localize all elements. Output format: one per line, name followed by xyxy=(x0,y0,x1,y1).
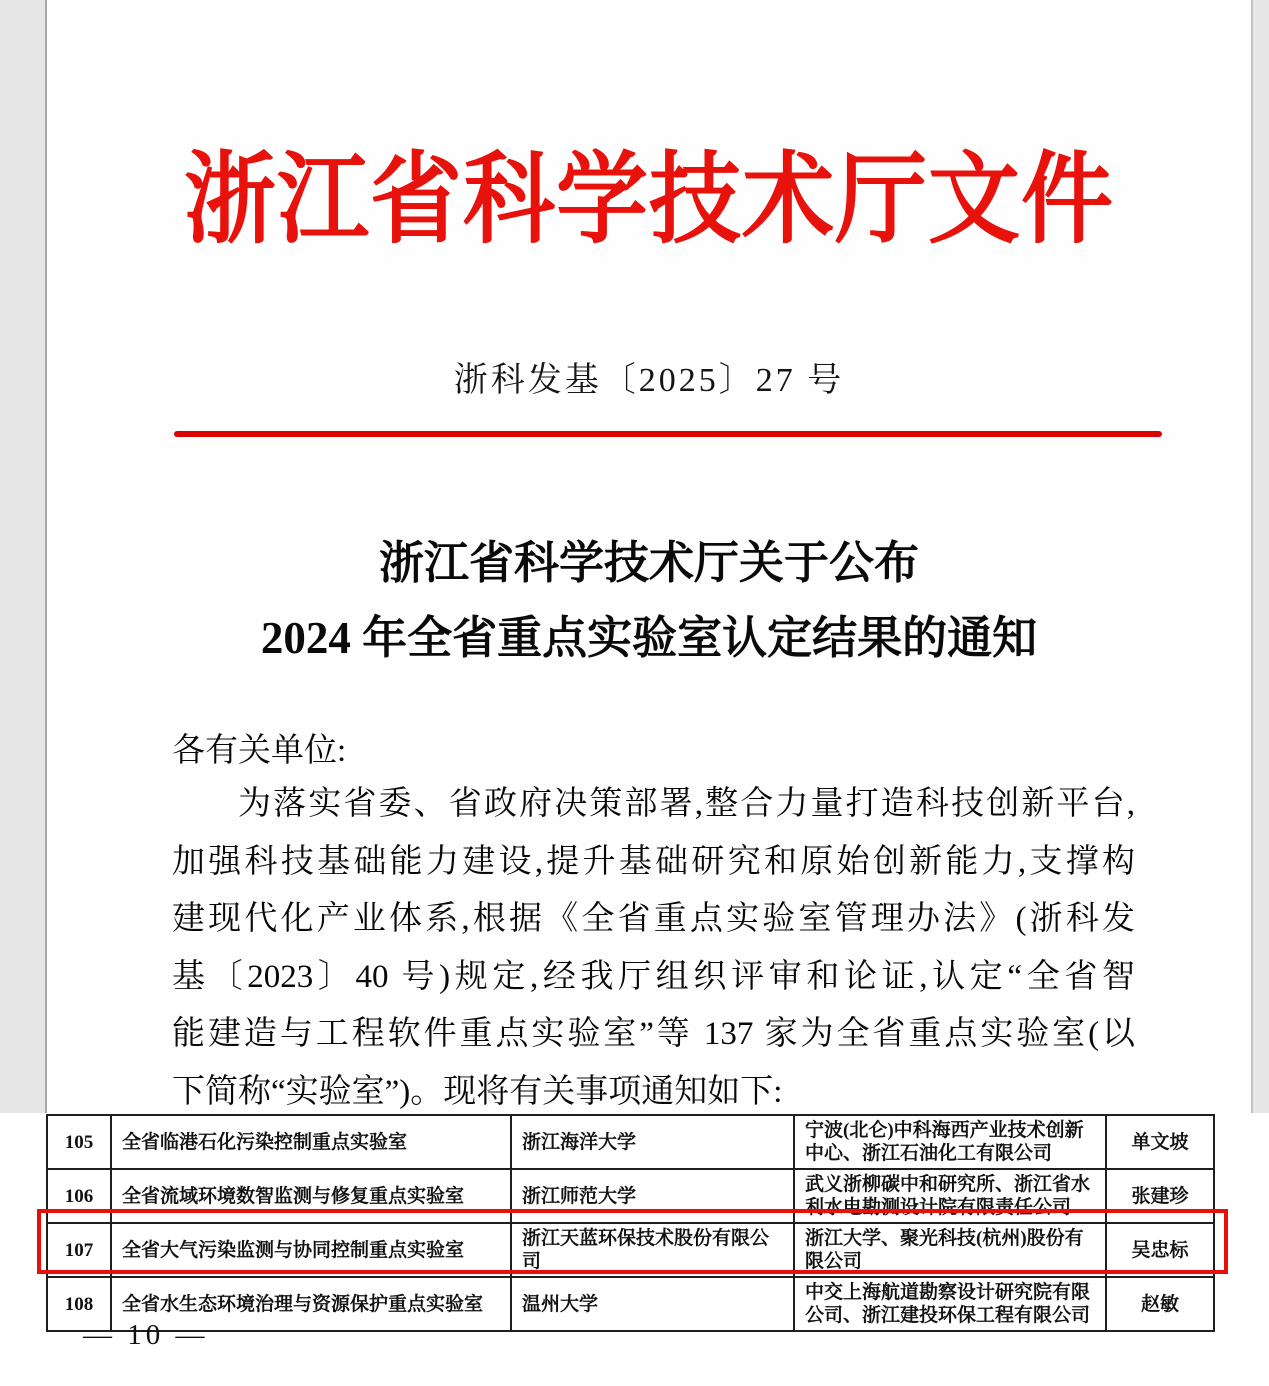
body-line: 为落实省委、省政府决策部署,整合力量打造科技创新平台, xyxy=(238,786,1135,822)
institution-cell: 浙江天蓝环保技术股份有限公司 xyxy=(511,1223,794,1277)
lab-name-cell: 全省水生态环境治理与资源保护重点实验室 xyxy=(111,1277,511,1331)
lab-name-cell: 全省流域环境数智监测与修复重点实验室 xyxy=(111,1169,511,1223)
table-row xyxy=(47,1115,1214,1169)
row-number: 105 xyxy=(47,1115,111,1169)
labs-table xyxy=(46,1114,1215,1332)
document-header-title: 浙江省科学技术厅文件 xyxy=(183,144,1114,256)
partners-cell: 中交上海航道勘察设计研究院有限公司、浙江建投环保工程有限公司 xyxy=(794,1277,1106,1331)
body-paragraph xyxy=(172,776,1135,1121)
table-row xyxy=(47,1169,1214,1223)
scan-table-area xyxy=(0,1113,1269,1386)
document-number: 浙科发基〔2025〕27 号 xyxy=(453,362,845,399)
institution-cell: 温州大学 xyxy=(511,1277,794,1331)
institution-cell: 浙江海洋大学 xyxy=(511,1115,794,1169)
lab-name-cell: 全省大气污染监测与协同控制重点实验室 xyxy=(111,1223,511,1277)
table-row xyxy=(47,1277,1214,1331)
leader-cell: 赵敏 xyxy=(1106,1277,1214,1331)
row-number: 107 xyxy=(47,1223,111,1277)
body-line: 基〔2023〕40 号)规定,经我厅组织评审和论证,认定“全省智 xyxy=(172,958,1135,995)
labs-table-body xyxy=(47,1115,1214,1331)
labs-table-wrap xyxy=(46,1114,1215,1332)
red-divider-rule xyxy=(174,431,1162,437)
partners-cell: 宁波(北仑)中科海西产业技术创新中心、浙江石油化工有限公司 xyxy=(794,1115,1106,1169)
document-page xyxy=(45,0,1253,1113)
table-row-highlighted xyxy=(47,1223,1214,1277)
leader-cell: 吴忠标 xyxy=(1106,1223,1214,1277)
notice-title-line1: 浙江省科学技术厅关于公布 xyxy=(378,538,919,588)
body-line: 建现代化产业体系,根据《全省重点实验室管理办法》(浙科发 xyxy=(172,901,1135,937)
partners-cell: 浙江大学、聚光科技(杭州)股份有限公司 xyxy=(794,1223,1106,1277)
institution-cell: 浙江师范大学 xyxy=(511,1169,794,1223)
body-line: 加强科技基础能力建设,提升基础研究和原始创新能力,支撑构 xyxy=(172,843,1135,880)
partners-cell: 武义浙柳碳中和研究所、浙江省水利水电勘测设计院有限责任公司 xyxy=(794,1169,1106,1223)
lab-name-cell: 全省临港石化污染控制重点实验室 xyxy=(111,1115,511,1169)
leader-cell: 张建珍 xyxy=(1106,1169,1214,1223)
page-number: — 10 — xyxy=(83,1319,209,1351)
leader-cell: 单文坡 xyxy=(1106,1115,1214,1169)
body-line: 下简称“实验室”)。现将有关事项通知如下: xyxy=(172,1073,783,1110)
salutation: 各有关单位: xyxy=(172,733,347,769)
body-line: 能建造与工程软件重点实验室”等 137 家为全省重点实验室(以 xyxy=(172,1016,1135,1052)
row-number: 106 xyxy=(47,1169,111,1223)
notice-title-line2: 2024 年全省重点实验室认定结果的通知 xyxy=(260,613,1038,663)
row-number: 108 xyxy=(47,1277,111,1331)
